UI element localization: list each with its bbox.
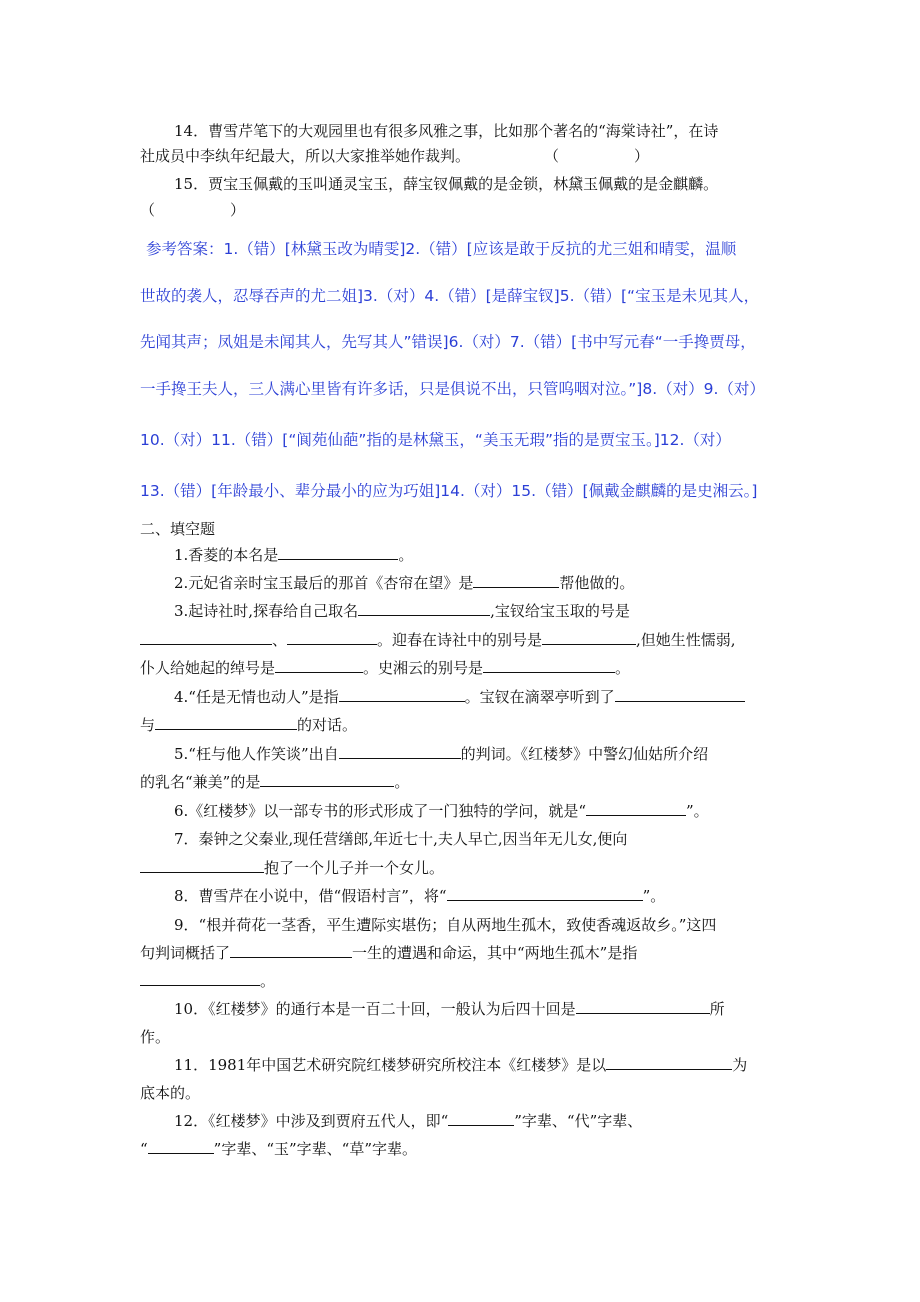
answer-blank[interactable]: [586, 801, 686, 816]
answer-key-line-1: 参考答案：1.（错）[林黛玉改为晴雯]2.（错）[应该是敢于反抗的尤三姐和晴雯，温顺: [146, 240, 737, 258]
fill-question-7-line-2: 抱了一个儿子并一个女儿。: [140, 857, 444, 879]
fill-question-4-line-2: 与 的对话。: [140, 716, 358, 734]
answer-key-line-5: 10.（对）11.（错）[“阆苑仙葩”指的是林黛玉，“美玉无瑕”指的是贾宝玉。]12.（对）: [140, 431, 731, 449]
answer-blank[interactable]: [542, 630, 636, 645]
answer-blank[interactable]: [140, 630, 272, 645]
question-14-line-2: 社成员中李纨年纪最大，所以大家推举她作裁判。: [140, 147, 471, 165]
fill-question-8: 8．曹雪芹在小说中，借“假语村言”，将“ ”。: [174, 887, 666, 905]
fill-question-5-line-1: 5.“枉与他人作笑谈”出自 的判词。《红楼梦》中警幻仙姑所介绍: [174, 745, 709, 763]
fill-question-3-line-1: 3.起诗社时,探春给自己取名 ,宝钗给宝玉取的号是: [174, 602, 630, 620]
question-14-answer-paren: （ ）: [544, 147, 650, 165]
answer-blank[interactable]: [148, 1139, 214, 1154]
answer-key-line-3: 先闻其声；凤姐是未闻其人，先写其人”错误]6.（对）7.（错）[书中写元春“一手搀贾母，: [140, 333, 756, 351]
fill-question-10-line-2: 作。: [140, 1028, 171, 1046]
answer-key-line-2: 世故的袭人，忍辱吞声的尤二姐]3.（对）4.（错）[是薛宝钗]5.（错）[“宝玉是未见其人，: [140, 287, 760, 305]
answer-blank[interactable]: [140, 971, 260, 986]
fill-question-12-line-2: “ ”字辈、“玉”字辈、“草”字辈。: [140, 1140, 418, 1158]
fill-question-5-line-2: 的乳名“兼美”的是 。: [140, 773, 410, 791]
question-14-line-1: 14．曹雪芹笔下的大观园里也有很多风雅之事，比如那个著名的“海棠诗社”，在诗: [174, 122, 719, 140]
answer-blank[interactable]: [615, 687, 745, 702]
answer-blank[interactable]: [473, 573, 559, 588]
answer-blank[interactable]: [140, 858, 264, 873]
question-15-answer-paren: （ ）: [140, 201, 246, 219]
fill-question-3-line-2: 、 。迎春在诗社中的别号是 ,但她生性懦弱,: [140, 629, 736, 651]
fill-question-4-line-1: 4.“任是无情也动人”是指 。宝钗在滴翠亭听到了: [174, 686, 745, 708]
fill-question-11-line-1: 11．1981年中国艺术研究院红楼梦研究所校注本《红楼梦》是以 为: [174, 1056, 748, 1074]
answer-blank[interactable]: [483, 658, 615, 673]
answer-blank[interactable]: [576, 999, 710, 1014]
fill-question-1: 1.香菱的本名是 。: [174, 546, 414, 564]
fill-question-10-line-1: 10．《红楼梦》的通行本是一百二十回，一般认为后四十回是 所: [174, 1000, 725, 1018]
answer-blank[interactable]: [447, 886, 643, 901]
fill-question-12-line-1: 12．《红楼梦》中涉及到贾府五代人，即“ ”字辈、“代”字辈、: [174, 1112, 643, 1130]
fill-question-9-line-1: 9．“根并荷花一茎香，平生遭际实堪伤；自从两地生孤木，致使香魂返故乡。”这四: [174, 916, 717, 934]
answer-blank[interactable]: [448, 1111, 514, 1126]
fill-question-3-line-3: 仆人给她起的绰号是 。史湘云的别号是 。: [140, 659, 631, 677]
answer-blank[interactable]: [230, 943, 352, 958]
fill-question-2: 2.元妃省亲时宝玉最后的那首《杏帘在望》是 帮他做的。: [174, 574, 635, 592]
answer-key-line-4: 一手搀王夫人，三人满心里皆有许多话，只是俱说不出，只管呜咽对泣。”]8.（对）9.（对）: [140, 380, 765, 398]
answer-blank[interactable]: [260, 772, 394, 787]
answer-blank[interactable]: [275, 658, 363, 673]
answer-key-line-6: 13.（错）[年龄最小、辈分最小的应为巧姐]14.（对）15.（错）[佩戴金麒麟的是史湘云。]: [140, 482, 758, 500]
answer-blank[interactable]: [155, 715, 297, 730]
answer-blank[interactable]: [278, 545, 398, 560]
answer-blank[interactable]: [339, 687, 465, 702]
fill-question-9-line-3: 。: [140, 970, 275, 992]
answer-blank[interactable]: [339, 744, 461, 759]
fill-question-6: 6.《红楼梦》以一部专书的形式形成了一门独特的学问，就是“ ”。: [174, 802, 709, 820]
section-title: 二、填空题: [140, 520, 216, 538]
fill-question-11-line-2: 底本的。: [140, 1084, 201, 1102]
fill-question-7-line-1: 7．秦钟之父秦业,现任营缮郎,年近七十,夫人早亡,因当年无儿女,便向: [174, 830, 628, 848]
answer-blank[interactable]: [287, 630, 377, 645]
answer-blank[interactable]: [358, 601, 490, 616]
answer-blank[interactable]: [606, 1055, 732, 1070]
question-15-line-1: 15．贾宝玉佩戴的玉叫通灵宝玉，薛宝钗佩戴的是金锁，林黛玉佩戴的是金麒麟。: [174, 175, 719, 193]
fill-question-9-line-2: 句判词概括了 一生的遭遇和命运，其中“两地生孤木”是指: [140, 944, 638, 962]
